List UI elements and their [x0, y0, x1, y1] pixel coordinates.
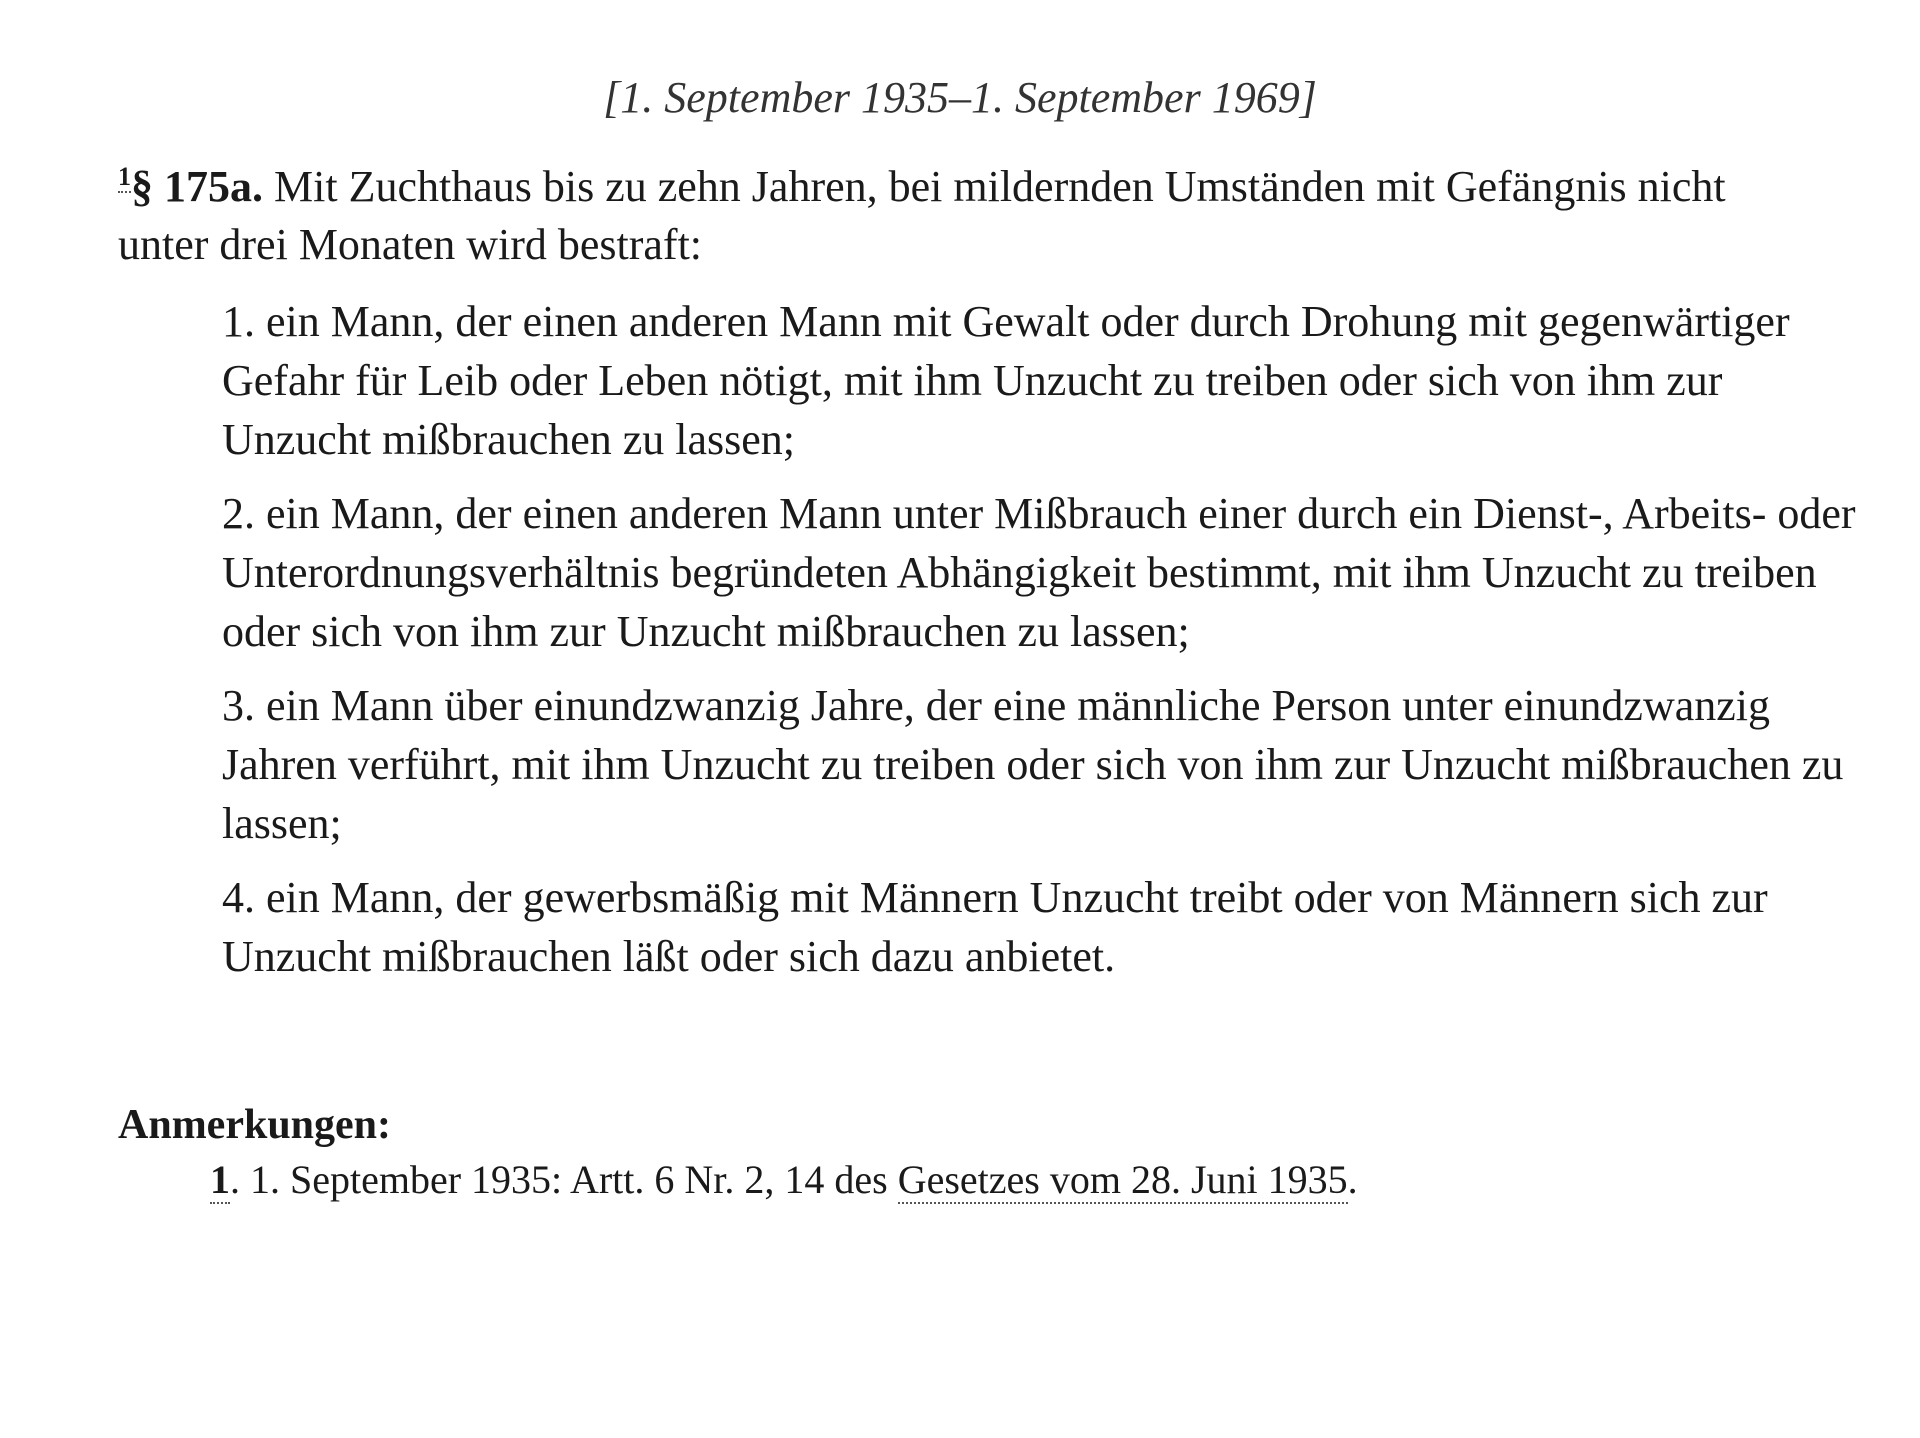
paragraph-number: § 175a.: [131, 162, 263, 211]
law-reference-link[interactable]: Gesetzes vom 28. Juni 1935: [897, 1157, 1348, 1202]
offence-list: [222, 292, 1882, 1001]
footnote-reference-link[interactable]: 1: [118, 162, 131, 191]
paragraph-175a: [118, 158, 1818, 274]
note-text-end: .: [1347, 1157, 1358, 1202]
notes-heading: Anmerkungen:: [118, 1102, 392, 1148]
validity-period: [1. September 1935–1. September 1969]: [603, 73, 1317, 122]
paragraph-intro: Mit Zuchthaus bis zu zehn Jahren, bei mildernden Umständen mit Gefängnis nicht unter drei Monaten wird bestraft:: [118, 162, 1726, 269]
list-item: 1. ein Mann, der einen anderen Mann mit Gewalt oder durch Drohung mit gegenwärtiger Gefahr für Leib oder Leben nötigt, mit ihm Unzucht zu treiben oder sich von ihm zur Unzucht mißbrauchen zu lassen;: [222, 297, 1790, 464]
list-item: 3. ein Mann über einundzwanzig Jahre, der eine männliche Person unter einundzwanzig Jahren verführt, mit ihm Unzucht zu treiben oder sich von ihm zur Unzucht mißbrauchen zu lassen;: [222, 681, 1844, 848]
list-item: 4. ein Mann, der gewerbsmäßig mit Männern Unzucht treibt oder von Männern sich zur Unzucht mißbrauchen läßt oder sich dazu anbietet.: [222, 873, 1768, 981]
note-item: [210, 1155, 1358, 1205]
note-text: . 1. September 1935: Artt. 6 Nr. 2, 14 des: [230, 1157, 898, 1202]
list-item: 2. ein Mann, der einen anderen Mann unter Mißbrauch einer durch ein Dienst-, Arbeits- oder Unterordnungsverhältnis begründeten Abhängigkeit bestimmt, mit ihm Unzucht zu treiben oder sich von ihm zur Unzucht mißbrauchen zu lassen;: [222, 489, 1856, 656]
note-number[interactable]: 1: [210, 1157, 230, 1202]
